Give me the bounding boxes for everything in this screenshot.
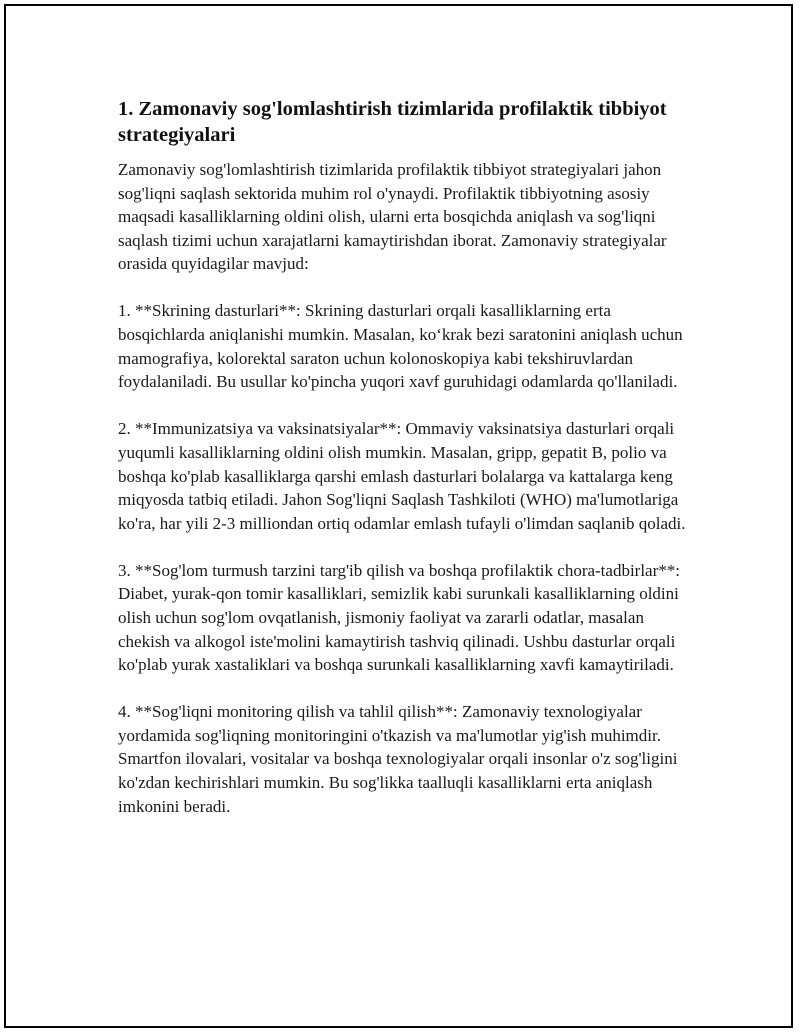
paragraph-immunization: 2. **Immunizatsiya va vaksinatsiyalar**: Ommaviy vaksinatsiya dasturlari orqali yuqumli kasalliklarning oldini olish mumkin. Masalan, gripp, gepatit B, polio va boshqa ko'plab kasalliklarga qarshi emlash dasturlari bolalarga va kattalarga keng miqyosda tatbiq etiladi. Jahon Sog'liqni Saqlash Tashkiloti (WHO) ma'lumotlariga ko'ra, har yili 2-3 milliondan ortiq odamlar emlash tufayli o'limdan saqlanib qoladi.	[118, 419, 686, 533]
document-body	[118, 96, 688, 842]
document-title: 1. Zamonaviy sog'lomlashtirish tizimlarida profilaktik tibbiyot strategiyalari	[118, 98, 667, 146]
paragraph-screening: 1. **Skrining dasturlari**: Skrining dasturlari orqali kasalliklarning erta bosqichlarda aniqlanishi mumkin. Masalan, ko‘krak bezi saratonini aniqlash uchun mamografiya, kolorektal saraton uchun kolonoskopiya kabi tekshiruvlardan foydalaniladi. Bu usullar ko'pincha yuqori xavf guruhidagi odamlarda qo'llaniladi.	[118, 301, 683, 392]
paragraph-healthy-lifestyle: 3. **Sog'lom turmush tarzini targ'ib qilish va boshqa profilaktik chora-tadbirlar**: Diabet, yurak-qon tomir kasalliklari, semizlik kabi surunkali kasalliklarning oldini olish uchun sog'lom ovqatlanish, jismoniy faoliyat va zararli odatlar, masalan chekish va alkogol iste'molini kamaytirish tashviq qilinadi. Ushbu dasturlar orqali ko'plab yurak xastaliklari va boshqa surunkali kasalliklarning xavfi kamaytiriladi.	[118, 560, 680, 675]
paragraph-intro: Zamonaviy sog'lomlashtirish tizimlarida profilaktik tibbiyot strategiyalari jahon sog'liqni saqlash sektorida muhim rol o'ynaydi. Profilaktik tibbiyotning asosiy maqsadi kasalliklarning oldini olish, ularni erta bosqichda aniqlash va sog'liqni saqlash tizimi uchun xarajatlarni kamaytirishdan iborat. Zamonaviy strategiyalar orasida quyidagilar mavjud:	[118, 160, 667, 274]
paragraph-monitoring: 4. **Sog'liqni monitoring qilish va tahlil qilish**: Zamonaviy texnologiyalar yordamida sog'liqning monitoringini o'tkazish va ma'lumotlar yig'ish muhimdir. Smartfon ilovalari, vositalar va boshqa texnologiyalar orqali insonlar o'z sog'ligini ko'zdan kechirishlari mumkin. Bu sog'likka taalluqli kasalliklarni erta aniqlash imkonini beradi.	[118, 702, 678, 816]
